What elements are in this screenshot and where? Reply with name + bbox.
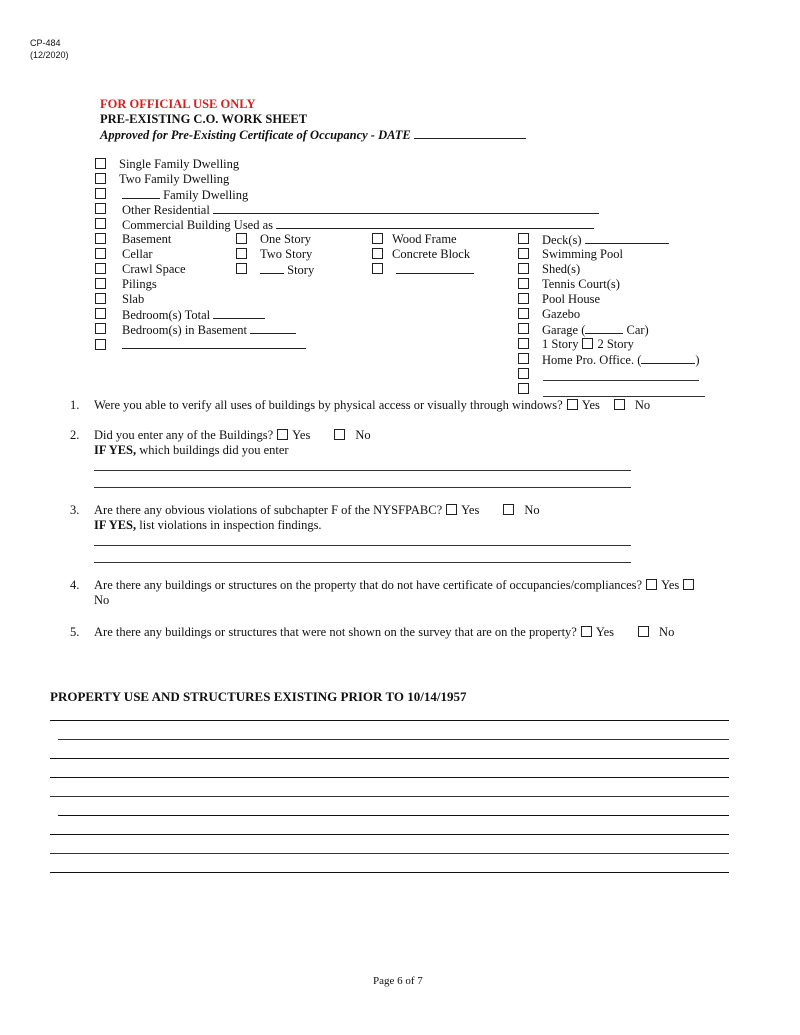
other-structure-1-field[interactable] bbox=[543, 380, 699, 381]
q2-ifyes-text: which buildings did you enter bbox=[139, 443, 289, 457]
worksheet-title: PRE-EXISTING C.O. WORK SHEET bbox=[100, 112, 308, 126]
cellar-checkbox[interactable] bbox=[95, 248, 106, 259]
shed-label: Shed(s) bbox=[542, 262, 581, 276]
page-number: Page 6 of 7 bbox=[373, 975, 423, 987]
q5-text: Are there any buildings or structures that were not shown on the survey that are on the property? bbox=[94, 625, 577, 639]
q3-ifyes-text: list violations in inspection findings. bbox=[139, 518, 322, 532]
shed-checkbox[interactable] bbox=[518, 263, 529, 274]
commercial-label: Commercial Building Used as bbox=[122, 218, 274, 232]
form-number: CP-484 bbox=[30, 38, 61, 48]
crawl-space-checkbox[interactable] bbox=[95, 263, 106, 274]
q2-number: 2. bbox=[70, 428, 80, 442]
q1-text: Were you able to verify all uses of buildings by physical access or visually through windows? bbox=[94, 398, 563, 412]
q3-answer-line-1[interactable] bbox=[94, 545, 631, 546]
tennis-court-label: Tennis Court(s) bbox=[542, 277, 620, 291]
garage-story-line bbox=[542, 337, 634, 352]
family-dwelling-checkbox[interactable] bbox=[95, 188, 106, 199]
garage-one-story-checkbox[interactable] bbox=[518, 338, 529, 349]
gazebo-checkbox[interactable] bbox=[518, 308, 529, 319]
q3-no-checkbox[interactable] bbox=[503, 504, 514, 515]
crawl-space-label: Crawl Space bbox=[122, 262, 186, 276]
one-story-label: One Story bbox=[260, 232, 312, 246]
family-count-field[interactable] bbox=[122, 187, 160, 199]
commercial-use-field[interactable] bbox=[276, 217, 594, 229]
approved-label: Approved for Pre-Existing Certificate of Occupancy - DATE bbox=[100, 128, 411, 142]
q3-yes-label: Yes bbox=[461, 503, 480, 517]
other-construction-field[interactable] bbox=[396, 262, 474, 274]
other-residential-field[interactable] bbox=[213, 202, 599, 214]
swimming-pool-checkbox[interactable] bbox=[518, 248, 529, 259]
two-story-checkbox[interactable] bbox=[236, 248, 247, 259]
blank-item-checkbox[interactable] bbox=[95, 339, 106, 350]
q1-line bbox=[94, 398, 650, 413]
q2-text: Did you enter any of the Buildings? bbox=[94, 428, 274, 442]
q2-no-checkbox[interactable] bbox=[334, 429, 345, 440]
q2-line bbox=[94, 428, 371, 443]
property-line-1[interactable] bbox=[50, 720, 729, 721]
deck-field[interactable] bbox=[585, 232, 669, 244]
two-family-checkbox[interactable] bbox=[95, 173, 106, 184]
property-line-7[interactable] bbox=[50, 834, 729, 835]
q3-number: 3. bbox=[70, 503, 80, 517]
basement-checkbox[interactable] bbox=[95, 233, 106, 244]
bedrooms-total-field[interactable] bbox=[213, 307, 265, 319]
other-construction-checkbox[interactable] bbox=[372, 263, 383, 274]
bedrooms-basement-checkbox[interactable] bbox=[95, 323, 106, 334]
q4-no-label: No bbox=[94, 593, 110, 607]
property-use-title: PROPERTY USE AND STRUCTURES EXISTING PRIOR TO 10/14/1957 bbox=[50, 689, 467, 704]
form-revision: (12/2020) bbox=[30, 50, 69, 60]
pool-house-checkbox[interactable] bbox=[518, 293, 529, 304]
q4-no-checkbox[interactable] bbox=[683, 579, 694, 590]
approved-date-field[interactable] bbox=[414, 127, 526, 139]
garage-two-story-label: 2 Story bbox=[597, 337, 634, 351]
cellar-label: Cellar bbox=[122, 247, 153, 261]
pool-house-label: Pool House bbox=[542, 292, 600, 306]
family-dwelling-line bbox=[122, 187, 248, 203]
tennis-court-checkbox[interactable] bbox=[518, 278, 529, 289]
approved-date-line bbox=[100, 127, 526, 143]
property-line-5[interactable] bbox=[50, 796, 729, 797]
pilings-label: Pilings bbox=[122, 277, 157, 291]
commercial-checkbox[interactable] bbox=[95, 218, 106, 229]
q3-text: Are there any obvious violations of subchapter F of the NYSFPABC? bbox=[94, 503, 443, 517]
deck-label: Deck(s) bbox=[542, 233, 582, 247]
q1-yes-label: Yes bbox=[581, 398, 600, 412]
q4-yes-label: Yes bbox=[661, 578, 680, 592]
q2-ifyes-line bbox=[94, 443, 289, 458]
gazebo-label: Gazebo bbox=[542, 307, 581, 321]
q2-answer-line-1[interactable] bbox=[94, 470, 631, 471]
q4-line bbox=[94, 578, 698, 593]
pilings-checkbox[interactable] bbox=[95, 278, 106, 289]
deck-line bbox=[542, 232, 669, 248]
single-family-label: Single Family Dwelling bbox=[119, 157, 240, 171]
concrete-block-label: Concrete Block bbox=[392, 247, 471, 261]
q3-ifyes-line bbox=[94, 518, 322, 533]
q2-yes-checkbox[interactable] bbox=[277, 429, 288, 440]
other-story-checkbox[interactable] bbox=[236, 263, 247, 274]
blank-item-field[interactable] bbox=[122, 337, 306, 349]
home-office-checkbox[interactable] bbox=[518, 353, 529, 364]
single-family-checkbox[interactable] bbox=[95, 158, 106, 169]
home-office-label-start: Home Pro. Office. ( bbox=[542, 353, 642, 367]
family-dwelling-label: Family Dwelling bbox=[163, 188, 249, 202]
property-line-2[interactable] bbox=[58, 739, 729, 740]
bedrooms-basement-line bbox=[122, 322, 296, 338]
other-residential-label: Other Residential bbox=[122, 203, 210, 217]
q1-yes-checkbox[interactable] bbox=[567, 399, 578, 410]
garage-label-start: Garage ( bbox=[542, 323, 586, 337]
property-line-3[interactable] bbox=[50, 758, 729, 759]
q3-ifyes-bold: IF YES, bbox=[94, 518, 137, 532]
slab-checkbox[interactable] bbox=[95, 293, 106, 304]
q5-no-label: No bbox=[659, 625, 675, 639]
property-line-6[interactable] bbox=[58, 815, 729, 816]
q1-number: 1. bbox=[70, 398, 80, 412]
story-count-field[interactable] bbox=[260, 262, 284, 274]
property-line-8[interactable] bbox=[50, 853, 729, 854]
home-office-field[interactable] bbox=[641, 352, 695, 364]
q4-yes-checkbox[interactable] bbox=[646, 579, 657, 590]
home-office-line bbox=[542, 352, 700, 368]
q3-answer-line-2[interactable] bbox=[94, 562, 631, 563]
wood-frame-checkbox[interactable] bbox=[372, 233, 383, 244]
q3-no-label: No bbox=[524, 503, 540, 517]
q3-line bbox=[94, 503, 540, 518]
garage-line bbox=[542, 322, 649, 338]
other-residential-checkbox[interactable] bbox=[95, 203, 106, 214]
commercial-line bbox=[122, 217, 594, 233]
concrete-block-checkbox[interactable] bbox=[372, 248, 383, 259]
q2-yes-label: Yes bbox=[292, 428, 311, 442]
two-story-label: Two Story bbox=[260, 247, 313, 261]
official-use-label: FOR OFFICIAL USE ONLY bbox=[100, 97, 256, 111]
q2-answer-line-2[interactable] bbox=[94, 487, 631, 488]
deck-checkbox[interactable] bbox=[518, 233, 529, 244]
q5-no-checkbox[interactable] bbox=[638, 626, 649, 637]
garage-checkbox[interactable] bbox=[518, 323, 529, 334]
garage-one-story-label: 1 Story bbox=[542, 337, 579, 351]
other-story-line bbox=[260, 262, 314, 278]
q4-number: 4. bbox=[70, 578, 80, 592]
bedrooms-total-line bbox=[122, 307, 265, 323]
other-structure-2-checkbox[interactable] bbox=[518, 383, 529, 394]
property-line-4[interactable] bbox=[50, 777, 729, 778]
q2-ifyes-bold: IF YES, bbox=[94, 443, 137, 457]
garage-label-end: Car) bbox=[626, 323, 649, 337]
one-story-checkbox[interactable] bbox=[236, 233, 247, 244]
story-label: Story bbox=[287, 263, 315, 277]
bedrooms-basement-field[interactable] bbox=[250, 322, 296, 334]
other-structure-2-field[interactable] bbox=[543, 396, 705, 397]
q2-no-label: No bbox=[355, 428, 371, 442]
q5-yes-checkbox[interactable] bbox=[581, 626, 592, 637]
q1-no-checkbox[interactable] bbox=[614, 399, 625, 410]
q5-line bbox=[94, 625, 674, 640]
two-family-label: Two Family Dwelling bbox=[119, 172, 230, 186]
wood-frame-label: Wood Frame bbox=[392, 232, 457, 246]
garage-car-count-field[interactable] bbox=[585, 322, 623, 334]
other-construction-line bbox=[396, 262, 474, 278]
basement-label: Basement bbox=[122, 232, 172, 246]
bedrooms-basement-label: Bedroom(s) in Basement bbox=[122, 323, 247, 337]
other-residential-line bbox=[122, 202, 599, 218]
swimming-pool-label: Swimming Pool bbox=[542, 247, 623, 261]
q5-number: 5. bbox=[70, 625, 80, 639]
q3-yes-checkbox[interactable] bbox=[446, 504, 457, 515]
slab-label: Slab bbox=[122, 292, 145, 306]
q4-text: Are there any buildings or structures on the property that do not have certificate of occupancies/compliances? bbox=[94, 578, 643, 592]
q1-no-label: No bbox=[634, 398, 651, 412]
blank-item-line bbox=[122, 337, 306, 353]
other-structure-1-checkbox[interactable] bbox=[518, 368, 529, 379]
property-line-9[interactable] bbox=[50, 872, 729, 873]
home-office-label-end: ) bbox=[695, 353, 700, 367]
bedrooms-total-label: Bedroom(s) Total bbox=[122, 308, 211, 322]
q5-yes-label: Yes bbox=[595, 625, 615, 639]
garage-two-story-checkbox[interactable] bbox=[582, 338, 593, 349]
bedrooms-total-checkbox[interactable] bbox=[95, 308, 106, 319]
